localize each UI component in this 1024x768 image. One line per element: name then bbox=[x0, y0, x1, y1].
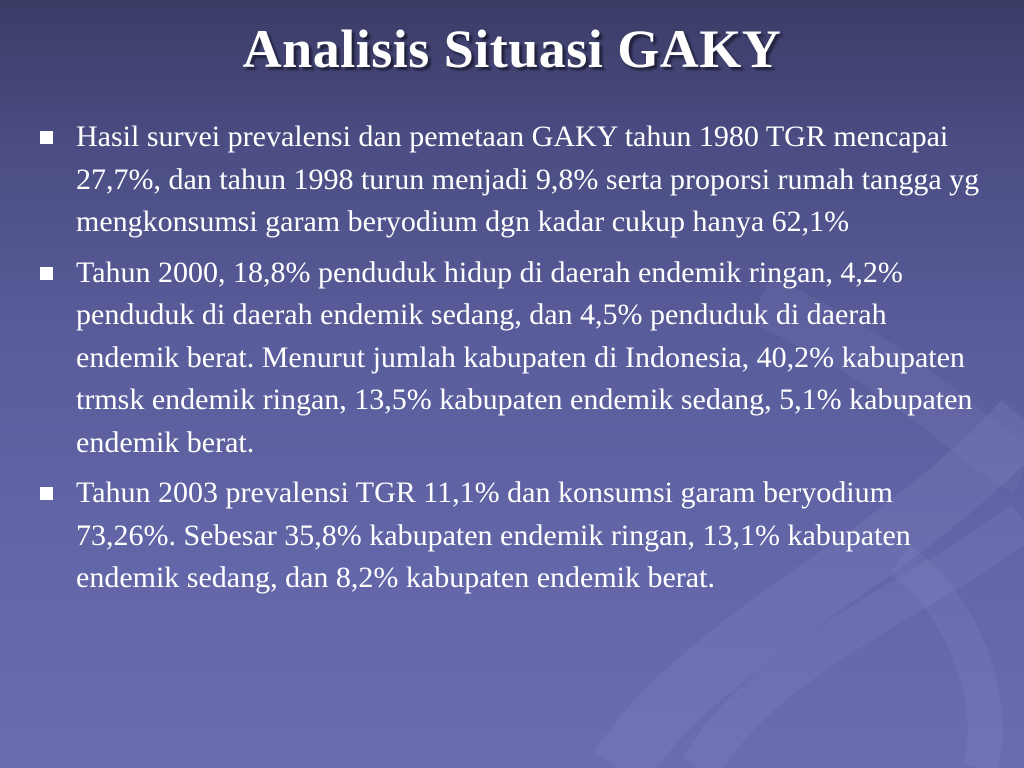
list-item bbox=[36, 472, 996, 600]
bullet-text: Tahun 2003 prevalensi TGR 11,1% dan konsumsi garam beryodium 73,26%. Sebesar 35,8% kabupaten endemik ringan, 13,1% kabupaten endemik sedang, dan 8,2% kabupaten endemik berat. bbox=[76, 476, 911, 594]
bullet-text: Tahun 2000, 18,8% penduduk hidup di daerah endemik ringan, 4,2% penduduk di daerah endemik sedang, dan 4,5% penduduk di daerah endemik berat. Menurut jumlah kabupaten di Indonesia, 40,2% kabupaten trmsk endemik ringan, 13,5% kabupaten endemik sedang, 5,1% kabupaten endemik berat. bbox=[76, 255, 973, 459]
square-bullet-icon bbox=[40, 487, 53, 500]
bullet-list bbox=[36, 116, 996, 608]
square-bullet-icon bbox=[40, 131, 53, 144]
slide-title: Analisis Situasi GAKY bbox=[242, 19, 782, 79]
list-item bbox=[36, 116, 996, 244]
list-item bbox=[36, 252, 996, 465]
bullet-text: Hasil survei prevalensi dan pemetaan GAKY tahun 1980 TGR mencapai 27,7%, dan tahun 1998 turun menjadi 9,8% serta proporsi rumah tangga yg mengkonsumsi garam beryodium dgn kadar cukup hanya 62,1% bbox=[76, 120, 980, 238]
square-bullet-icon bbox=[40, 267, 53, 280]
